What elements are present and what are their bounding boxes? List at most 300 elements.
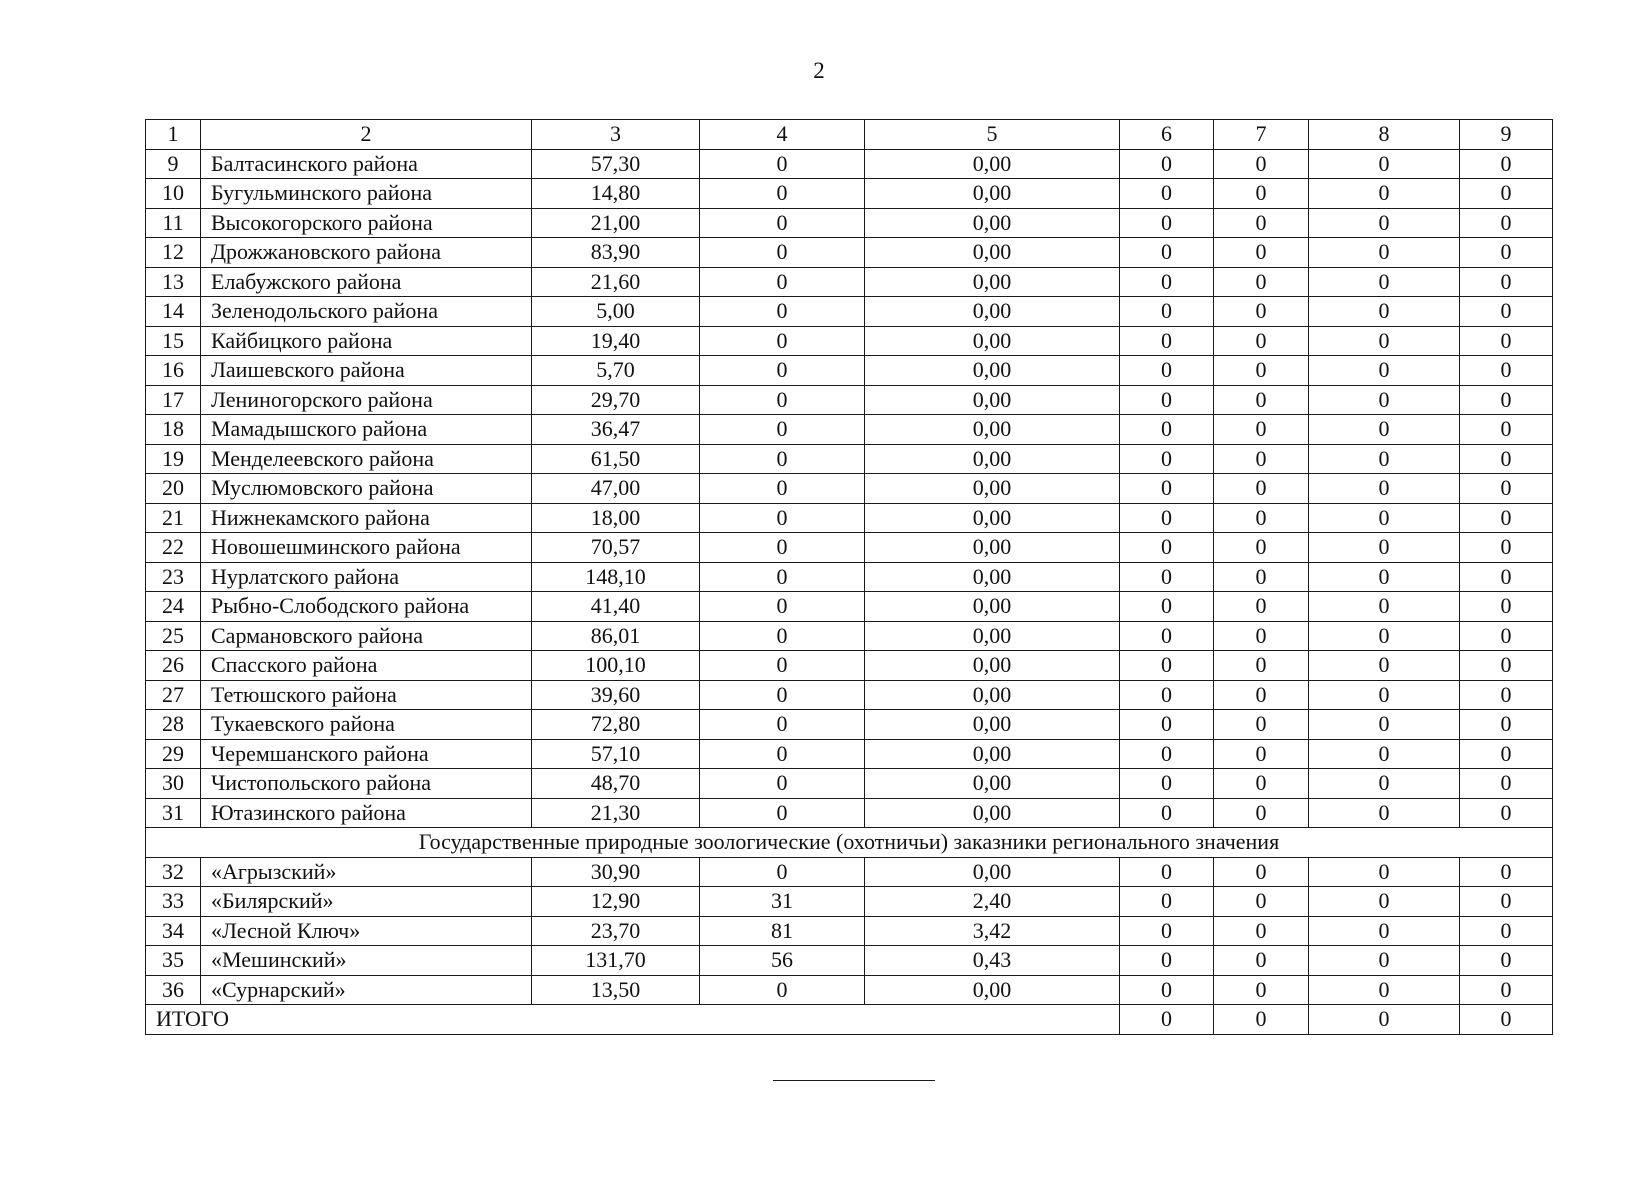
row-number-cell: 28 <box>146 710 201 740</box>
value-cell: 0 <box>1460 946 1553 976</box>
value-cell: 0,00 <box>865 798 1120 828</box>
value-cell: 0 <box>1309 503 1460 533</box>
row-number-cell: 13 <box>146 267 201 297</box>
value-cell: 0 <box>1460 710 1553 740</box>
value-cell: 0,00 <box>865 415 1120 445</box>
value-cell: 0 <box>1460 857 1553 887</box>
value-cell: 0 <box>1214 975 1309 1005</box>
value-cell: 0 <box>1214 415 1309 445</box>
table-row <box>146 916 1553 946</box>
value-cell: 0 <box>1309 444 1460 474</box>
data-table <box>145 119 1553 1035</box>
value-cell: 14,80 <box>532 179 700 209</box>
value-cell: 0 <box>1120 267 1214 297</box>
value-cell: 70,57 <box>532 533 700 563</box>
value-cell: 0 <box>1120 297 1214 327</box>
total-value-cell: 0 <box>1309 1005 1460 1035</box>
row-number-cell: 35 <box>146 946 201 976</box>
value-cell: 0,00 <box>865 710 1120 740</box>
value-cell: 0 <box>1120 356 1214 386</box>
value-cell: 0 <box>700 651 865 681</box>
table-row <box>146 444 1553 474</box>
value-cell: 57,10 <box>532 739 700 769</box>
value-cell: 0 <box>700 857 865 887</box>
value-cell: 0 <box>1214 533 1309 563</box>
value-cell: 0 <box>700 621 865 651</box>
value-cell: 0 <box>1120 238 1214 268</box>
table-row <box>146 503 1553 533</box>
value-cell: 0 <box>700 975 865 1005</box>
table-row <box>146 415 1553 445</box>
table-row <box>146 297 1553 327</box>
value-cell: 0 <box>1214 149 1309 179</box>
row-number-cell: 10 <box>146 179 201 209</box>
row-number-cell: 19 <box>146 444 201 474</box>
page-number: 2 <box>813 58 825 83</box>
row-number-cell: 18 <box>146 415 201 445</box>
value-cell: 0,00 <box>865 621 1120 651</box>
value-cell: 0,00 <box>865 297 1120 327</box>
value-cell: 0 <box>1214 621 1309 651</box>
row-number-cell: 16 <box>146 356 201 386</box>
value-cell: 48,70 <box>532 769 700 799</box>
value-cell: 0,00 <box>865 267 1120 297</box>
value-cell: 0 <box>1460 887 1553 917</box>
value-cell: 0 <box>1460 680 1553 710</box>
column-number-header: 4 <box>700 120 865 150</box>
value-cell: 0 <box>1120 385 1214 415</box>
value-cell: 36,47 <box>532 415 700 445</box>
name-cell: Балтасинского района <box>201 149 532 179</box>
table-row <box>146 887 1553 917</box>
value-cell: 30,90 <box>532 857 700 887</box>
name-cell: Муслюмовского района <box>201 474 532 504</box>
value-cell: 0 <box>1460 621 1553 651</box>
value-cell: 0 <box>1309 916 1460 946</box>
value-cell: 0 <box>1120 149 1214 179</box>
value-cell: 0 <box>1460 739 1553 769</box>
value-cell: 12,90 <box>532 887 700 917</box>
value-cell: 0 <box>1460 149 1553 179</box>
value-cell: 0 <box>1309 651 1460 681</box>
value-cell: 0 <box>1120 916 1214 946</box>
column-number-header: 1 <box>146 120 201 150</box>
value-cell: 0 <box>1214 385 1309 415</box>
section-row <box>146 828 1553 858</box>
value-cell: 0,00 <box>865 769 1120 799</box>
value-cell: 0 <box>1214 503 1309 533</box>
value-cell: 0 <box>700 444 865 474</box>
value-cell: 0 <box>1460 356 1553 386</box>
value-cell: 18,00 <box>532 503 700 533</box>
table-body <box>146 120 1553 1035</box>
table-row <box>146 238 1553 268</box>
value-cell: 29,70 <box>532 385 700 415</box>
value-cell: 0 <box>1309 680 1460 710</box>
row-number-cell: 24 <box>146 592 201 622</box>
value-cell: 0 <box>700 208 865 238</box>
value-cell: 0 <box>700 297 865 327</box>
total-value-cell: 0 <box>1120 1005 1214 1035</box>
value-cell: 0,00 <box>865 562 1120 592</box>
value-cell: 0,00 <box>865 238 1120 268</box>
value-cell: 0,00 <box>865 651 1120 681</box>
value-cell: 23,70 <box>532 916 700 946</box>
row-number-cell: 17 <box>146 385 201 415</box>
value-cell: 0 <box>1460 208 1553 238</box>
value-cell: 0 <box>1309 887 1460 917</box>
value-cell: 0,00 <box>865 208 1120 238</box>
value-cell: 3,42 <box>865 916 1120 946</box>
value-cell: 0 <box>1309 592 1460 622</box>
table-row <box>146 946 1553 976</box>
value-cell: 0 <box>1214 946 1309 976</box>
value-cell: 0 <box>1214 710 1309 740</box>
value-cell: 0 <box>700 415 865 445</box>
row-number-cell: 20 <box>146 474 201 504</box>
value-cell: 0 <box>1214 297 1309 327</box>
end-rule <box>773 1080 935 1081</box>
name-cell: Новошешминского района <box>201 533 532 563</box>
value-cell: 21,00 <box>532 208 700 238</box>
value-cell: 0 <box>1309 208 1460 238</box>
value-cell: 0 <box>1214 887 1309 917</box>
value-cell: 131,70 <box>532 946 700 976</box>
value-cell: 0 <box>1120 680 1214 710</box>
value-cell: 0 <box>1214 680 1309 710</box>
section-title: Государственные природные зоологические (охотничьи) заказники регионального значения <box>146 828 1553 858</box>
total-value-cell: 0 <box>1460 1005 1553 1035</box>
value-cell: 2,40 <box>865 887 1120 917</box>
row-number-cell: 22 <box>146 533 201 563</box>
table-row <box>146 267 1553 297</box>
name-cell: Кайбицкого района <box>201 326 532 356</box>
name-cell: Ютазинского района <box>201 798 532 828</box>
value-cell: 0 <box>1309 739 1460 769</box>
value-cell: 0 <box>1309 710 1460 740</box>
column-number-header: 3 <box>532 120 700 150</box>
value-cell: 83,90 <box>532 238 700 268</box>
column-number-header: 2 <box>201 120 532 150</box>
table-row <box>146 621 1553 651</box>
value-cell: 0 <box>1309 975 1460 1005</box>
table-row <box>146 739 1553 769</box>
value-cell: 0,00 <box>865 533 1120 563</box>
value-cell: 0 <box>700 739 865 769</box>
value-cell: 0 <box>1460 798 1553 828</box>
value-cell: 0 <box>1309 238 1460 268</box>
value-cell: 0 <box>700 267 865 297</box>
value-cell: 0 <box>1120 975 1214 1005</box>
value-cell: 21,60 <box>532 267 700 297</box>
value-cell: 0 <box>1309 356 1460 386</box>
table-row <box>146 798 1553 828</box>
value-cell: 31 <box>700 887 865 917</box>
value-cell: 0 <box>1309 297 1460 327</box>
value-cell: 0 <box>1120 946 1214 976</box>
value-cell: 56 <box>700 946 865 976</box>
table-row <box>146 651 1553 681</box>
value-cell: 0 <box>700 533 865 563</box>
value-cell: 0 <box>700 326 865 356</box>
value-cell: 0 <box>1120 474 1214 504</box>
value-cell: 0 <box>1120 651 1214 681</box>
value-cell: 0 <box>1120 208 1214 238</box>
table-row <box>146 474 1553 504</box>
row-number-cell: 23 <box>146 562 201 592</box>
name-cell: Черемшанского района <box>201 739 532 769</box>
name-cell: Лаишевского района <box>201 356 532 386</box>
value-cell: 0 <box>1460 769 1553 799</box>
value-cell: 0,00 <box>865 857 1120 887</box>
name-cell: Дрожжановского района <box>201 238 532 268</box>
value-cell: 0 <box>1460 267 1553 297</box>
value-cell: 0 <box>1460 326 1553 356</box>
column-number-header: 9 <box>1460 120 1553 150</box>
value-cell: 0 <box>1120 533 1214 563</box>
name-cell: Нижнекамского района <box>201 503 532 533</box>
value-cell: 0 <box>1120 444 1214 474</box>
value-cell: 0 <box>700 149 865 179</box>
table-row <box>146 208 1553 238</box>
name-cell: «Мешинский» <box>201 946 532 976</box>
value-cell: 0 <box>1309 769 1460 799</box>
value-cell: 0,00 <box>865 739 1120 769</box>
row-number-cell: 32 <box>146 857 201 887</box>
name-cell: Сармановского района <box>201 621 532 651</box>
value-cell: 0 <box>1214 474 1309 504</box>
value-cell: 0 <box>1309 946 1460 976</box>
value-cell: 0 <box>700 385 865 415</box>
value-cell: 0 <box>1460 238 1553 268</box>
value-cell: 0 <box>1460 474 1553 504</box>
value-cell: 0,00 <box>865 503 1120 533</box>
value-cell: 0,00 <box>865 179 1120 209</box>
value-cell: 81 <box>700 916 865 946</box>
table-row <box>146 680 1553 710</box>
value-cell: 0 <box>1460 916 1553 946</box>
column-number-header: 6 <box>1120 120 1214 150</box>
value-cell: 0 <box>1120 503 1214 533</box>
value-cell: 0 <box>1214 326 1309 356</box>
total-value-cell: 0 <box>1214 1005 1309 1035</box>
value-cell: 0,00 <box>865 149 1120 179</box>
value-cell: 0 <box>1120 769 1214 799</box>
value-cell: 0 <box>1120 179 1214 209</box>
value-cell: 0 <box>1460 533 1553 563</box>
value-cell: 39,60 <box>532 680 700 710</box>
row-number-cell: 9 <box>146 149 201 179</box>
value-cell: 13,50 <box>532 975 700 1005</box>
value-cell: 0 <box>1309 385 1460 415</box>
value-cell: 0 <box>1120 710 1214 740</box>
value-cell: 0 <box>1120 798 1214 828</box>
name-cell: Рыбно-Слободского района <box>201 592 532 622</box>
row-number-cell: 30 <box>146 769 201 799</box>
value-cell: 0 <box>1214 798 1309 828</box>
row-number-cell: 12 <box>146 238 201 268</box>
row-number-cell: 31 <box>146 798 201 828</box>
value-cell: 0,00 <box>865 356 1120 386</box>
row-number-cell: 14 <box>146 297 201 327</box>
value-cell: 0 <box>1120 621 1214 651</box>
name-cell: Тетюшского района <box>201 680 532 710</box>
column-number-header: 7 <box>1214 120 1309 150</box>
name-cell: Лениногорского района <box>201 385 532 415</box>
value-cell: 19,40 <box>532 326 700 356</box>
value-cell: 57,30 <box>532 149 700 179</box>
value-cell: 41,40 <box>532 592 700 622</box>
value-cell: 5,70 <box>532 356 700 386</box>
value-cell: 72,80 <box>532 710 700 740</box>
row-number-cell: 36 <box>146 975 201 1005</box>
value-cell: 0 <box>1214 208 1309 238</box>
value-cell: 100,10 <box>532 651 700 681</box>
value-cell: 0 <box>1214 562 1309 592</box>
value-cell: 0 <box>1309 562 1460 592</box>
value-cell: 148,10 <box>532 562 700 592</box>
value-cell: 0 <box>1120 857 1214 887</box>
value-cell: 0 <box>700 710 865 740</box>
table-row <box>146 149 1553 179</box>
value-cell: 0 <box>1460 975 1553 1005</box>
value-cell: 0 <box>1309 621 1460 651</box>
value-cell: 61,50 <box>532 444 700 474</box>
name-cell: Мамадышского района <box>201 415 532 445</box>
table-row <box>146 975 1553 1005</box>
total-row <box>146 1005 1553 1035</box>
name-cell: Зеленодольского района <box>201 297 532 327</box>
value-cell: 0 <box>1120 326 1214 356</box>
value-cell: 0,00 <box>865 975 1120 1005</box>
value-cell: 0 <box>1214 356 1309 386</box>
value-cell: 0 <box>1120 739 1214 769</box>
value-cell: 0 <box>1214 739 1309 769</box>
table-row <box>146 356 1553 386</box>
row-number-cell: 11 <box>146 208 201 238</box>
value-cell: 0 <box>1309 326 1460 356</box>
value-cell: 0 <box>1214 651 1309 681</box>
value-cell: 0 <box>1214 769 1309 799</box>
column-number-header: 5 <box>865 120 1120 150</box>
table-row <box>146 592 1553 622</box>
value-cell: 0 <box>1309 179 1460 209</box>
table-row <box>146 769 1553 799</box>
name-cell: «Билярский» <box>201 887 532 917</box>
row-number-cell: 25 <box>146 621 201 651</box>
table-row <box>146 857 1553 887</box>
value-cell: 0,00 <box>865 680 1120 710</box>
total-label: ИТОГО <box>146 1005 1120 1035</box>
name-cell: «Сурнарский» <box>201 975 532 1005</box>
name-cell: Чистопольского района <box>201 769 532 799</box>
name-cell: Елабужского района <box>201 267 532 297</box>
row-number-cell: 21 <box>146 503 201 533</box>
value-cell: 0 <box>1120 887 1214 917</box>
value-cell: 0 <box>1460 385 1553 415</box>
value-cell: 0 <box>700 798 865 828</box>
value-cell: 0 <box>700 474 865 504</box>
name-cell: Бугульминского района <box>201 179 532 209</box>
table-row <box>146 562 1553 592</box>
value-cell: 0 <box>1214 179 1309 209</box>
table-row <box>146 710 1553 740</box>
value-cell: 0 <box>1214 444 1309 474</box>
value-cell: 0 <box>700 680 865 710</box>
header-row <box>146 120 1553 150</box>
value-cell: 0 <box>1214 857 1309 887</box>
value-cell: 21,30 <box>532 798 700 828</box>
value-cell: 0 <box>1214 916 1309 946</box>
table-row <box>146 533 1553 563</box>
row-number-cell: 27 <box>146 680 201 710</box>
value-cell: 0 <box>1309 533 1460 563</box>
row-number-cell: 29 <box>146 739 201 769</box>
value-cell: 0,00 <box>865 444 1120 474</box>
value-cell: 0 <box>1214 592 1309 622</box>
name-cell: «Лесной Ключ» <box>201 916 532 946</box>
value-cell: 0 <box>1120 415 1214 445</box>
value-cell: 0 <box>1309 798 1460 828</box>
value-cell: 0,00 <box>865 326 1120 356</box>
table-row <box>146 385 1553 415</box>
name-cell: Нурлатского района <box>201 562 532 592</box>
value-cell: 47,00 <box>532 474 700 504</box>
value-cell: 0,00 <box>865 474 1120 504</box>
value-cell: 0 <box>700 179 865 209</box>
value-cell: 0 <box>1460 415 1553 445</box>
row-number-cell: 26 <box>146 651 201 681</box>
value-cell: 0,00 <box>865 385 1120 415</box>
name-cell: Спасского района <box>201 651 532 681</box>
name-cell: Высокогорского района <box>201 208 532 238</box>
row-number-cell: 15 <box>146 326 201 356</box>
value-cell: 0 <box>1214 267 1309 297</box>
value-cell: 0 <box>1460 179 1553 209</box>
value-cell: 0 <box>700 503 865 533</box>
value-cell: 0 <box>1460 651 1553 681</box>
value-cell: 0 <box>700 592 865 622</box>
value-cell: 0,00 <box>865 592 1120 622</box>
value-cell: 0 <box>700 356 865 386</box>
value-cell: 0 <box>1214 238 1309 268</box>
value-cell: 0 <box>1120 592 1214 622</box>
row-number-cell: 33 <box>146 887 201 917</box>
name-cell: Менделеевского района <box>201 444 532 474</box>
value-cell: 0 <box>700 238 865 268</box>
value-cell: 0,43 <box>865 946 1120 976</box>
value-cell: 0 <box>1309 267 1460 297</box>
value-cell: 0 <box>1120 562 1214 592</box>
name-cell: Тукаевского района <box>201 710 532 740</box>
value-cell: 0 <box>1460 503 1553 533</box>
value-cell: 0 <box>1309 474 1460 504</box>
table-row <box>146 326 1553 356</box>
value-cell: 0 <box>1460 297 1553 327</box>
value-cell: 0 <box>1309 857 1460 887</box>
value-cell: 0 <box>1309 415 1460 445</box>
value-cell: 0 <box>700 562 865 592</box>
value-cell: 5,00 <box>532 297 700 327</box>
row-number-cell: 34 <box>146 916 201 946</box>
value-cell: 0 <box>1309 149 1460 179</box>
value-cell: 86,01 <box>532 621 700 651</box>
value-cell: 0 <box>700 769 865 799</box>
table-row <box>146 179 1553 209</box>
value-cell: 0 <box>1460 444 1553 474</box>
value-cell: 0 <box>1460 562 1553 592</box>
column-number-header: 8 <box>1309 120 1460 150</box>
